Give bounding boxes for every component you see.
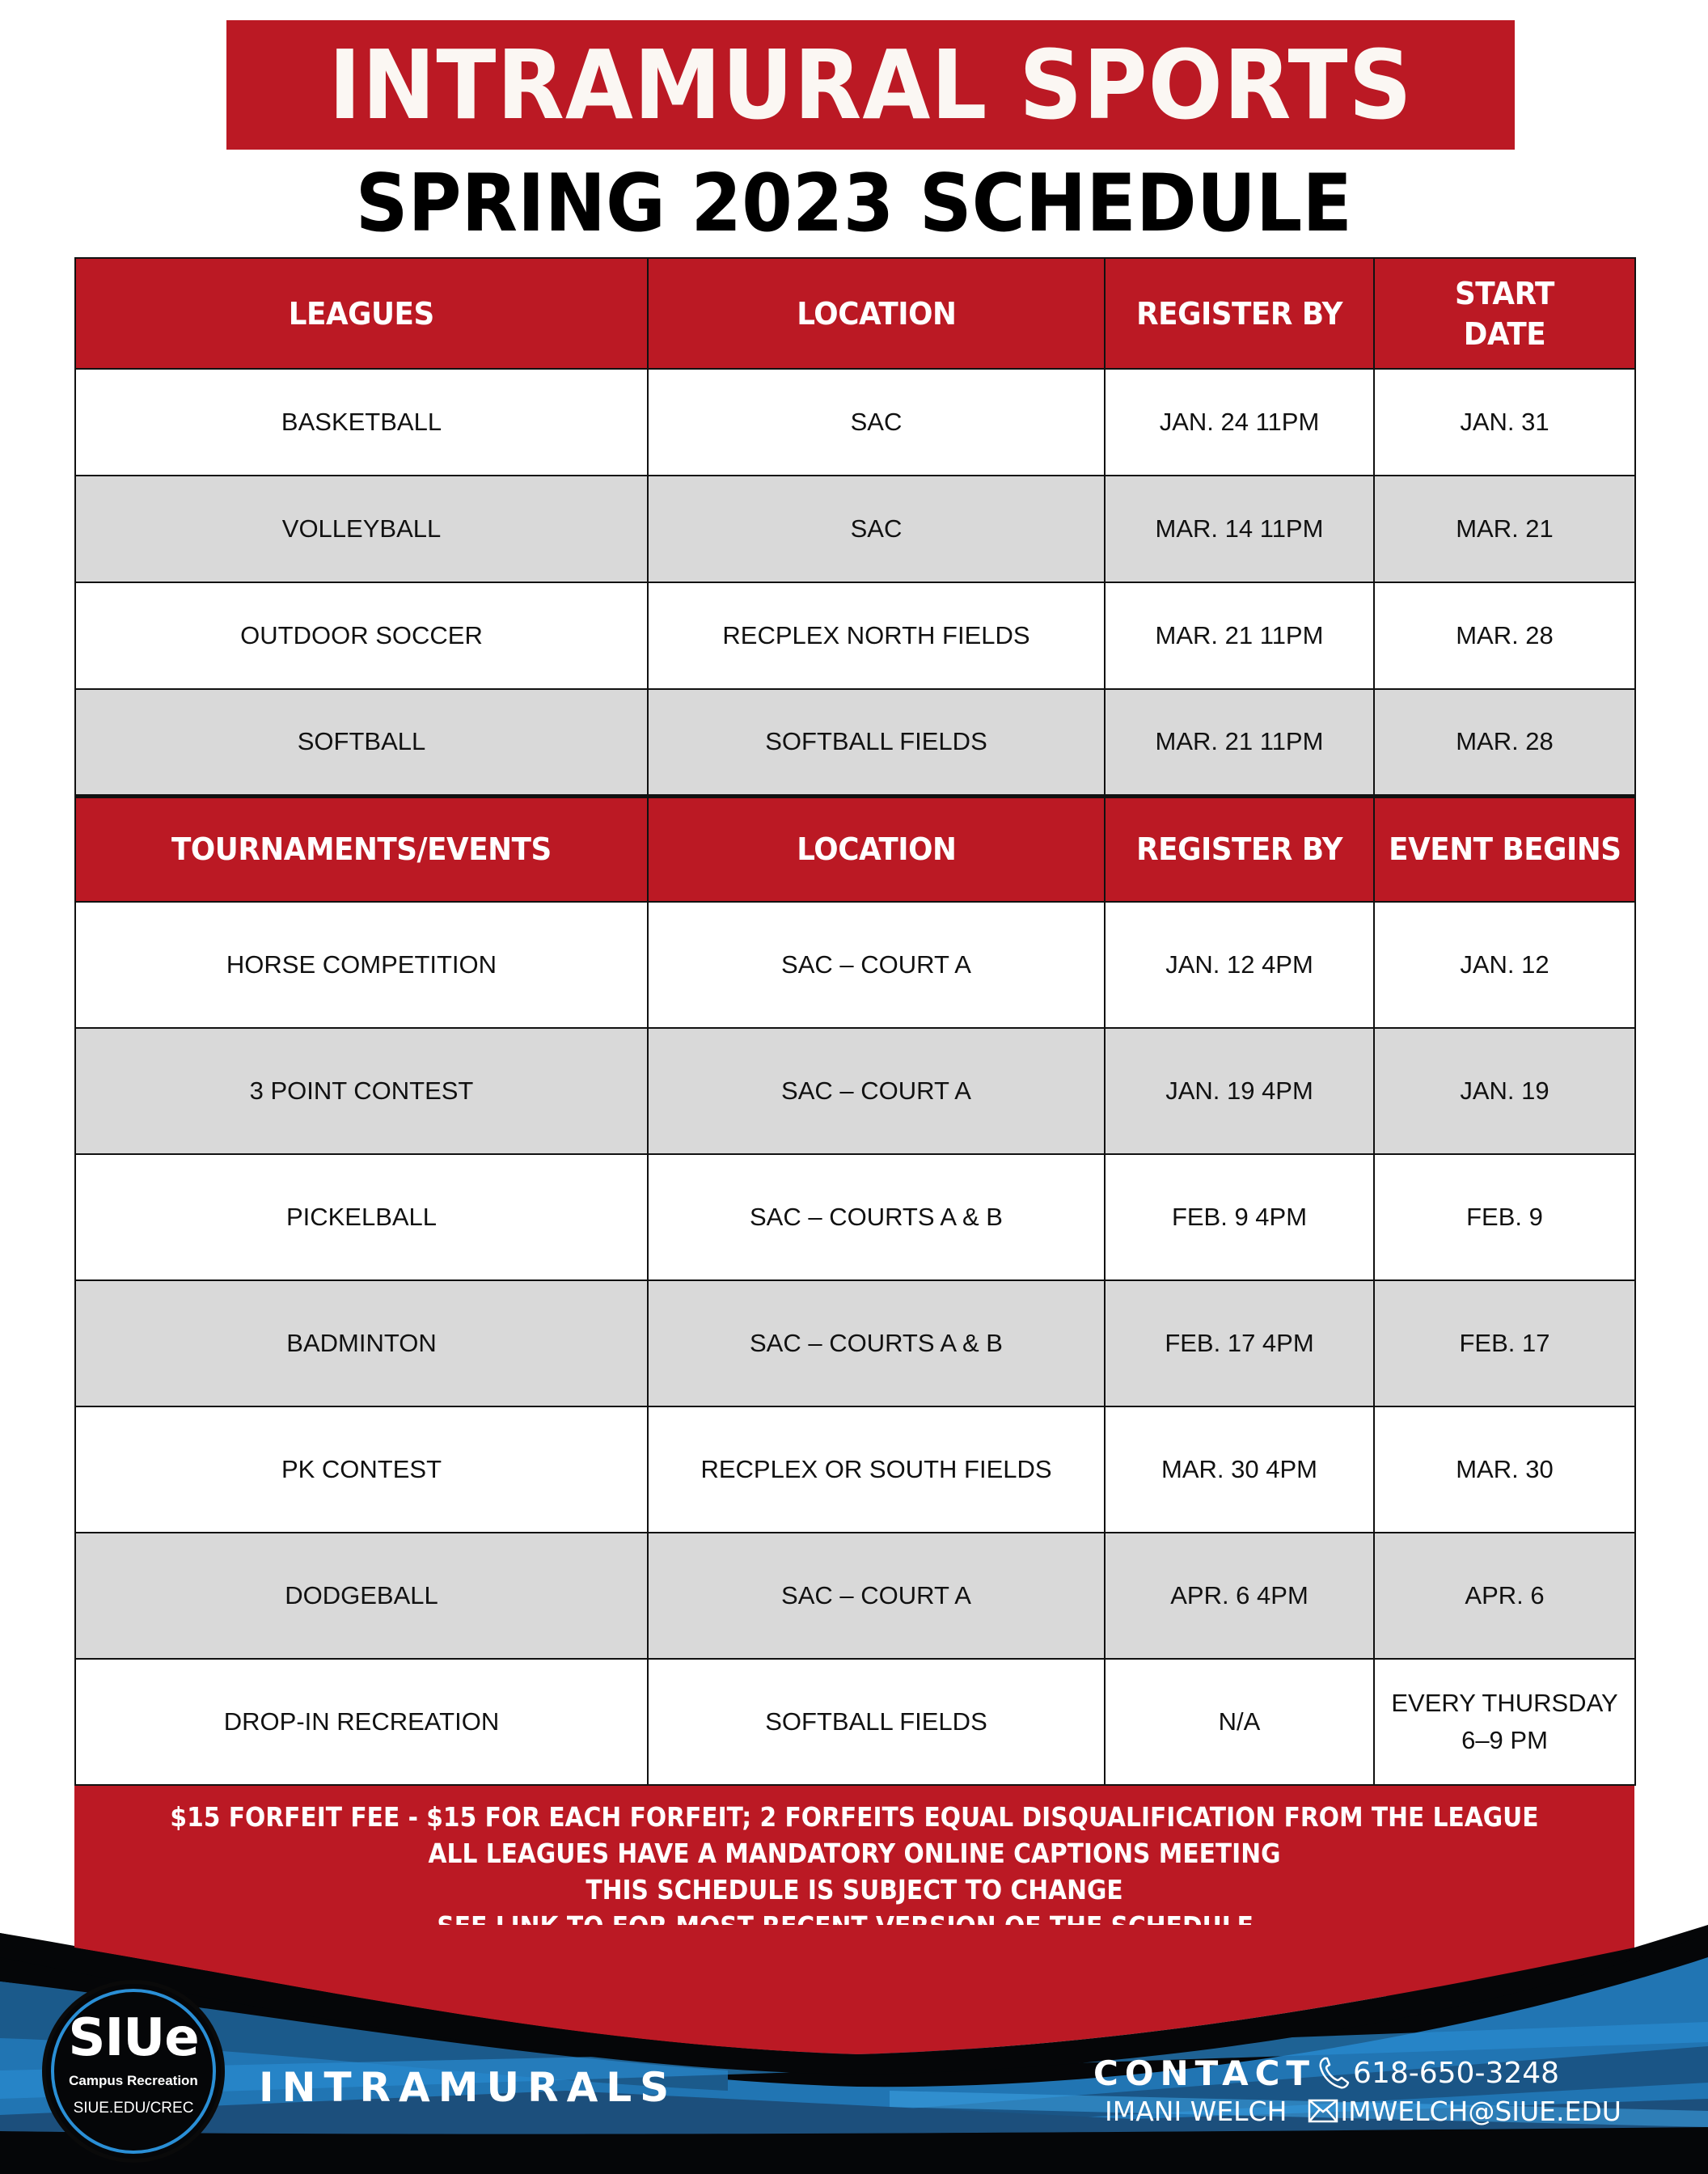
logo-department: Campus Recreation — [69, 2073, 198, 2088]
event-name: PICKELBALL — [75, 1154, 648, 1280]
event-begins: FEB. 17 — [1374, 1280, 1635, 1406]
event-register-by: FEB. 9 4PM — [1105, 1154, 1374, 1280]
table-row — [75, 689, 1635, 796]
event-name: HORSE COMPETITION — [75, 902, 648, 1028]
footer-background — [0, 1925, 1708, 2174]
event-register-by: N/A — [1105, 1659, 1374, 1785]
contact-email[interactable]: IMWELCH@SIUE.EDU — [1340, 2095, 1621, 2127]
column-header-leagues: LEAGUES — [75, 258, 648, 369]
column-header-register-by: REGISTER BY — [1105, 796, 1374, 902]
event-name: BADMINTON — [75, 1280, 648, 1406]
event-register-by: FEB. 17 4PM — [1105, 1280, 1374, 1406]
table-row — [75, 1280, 1635, 1406]
event-register-by: APR. 6 4PM — [1105, 1533, 1374, 1659]
title-banner — [226, 20, 1515, 150]
league-start-date: MAR. 28 — [1374, 689, 1635, 796]
league-location: SAC — [648, 476, 1105, 582]
page-title: INTRAMURAL SPORTS — [328, 29, 1413, 141]
league-location: SAC — [648, 369, 1105, 476]
page-subtitle: SPRING 2023 SCHEDULE — [355, 158, 1353, 250]
logo-wordmark: SIUe — [68, 2008, 199, 2068]
event-name: DODGEBALL — [75, 1533, 648, 1659]
league-name: VOLLEYBALL — [75, 476, 648, 582]
event-location: SAC – COURT A — [648, 1533, 1105, 1659]
event-begins-line-1: EVERY THURSDAY — [1391, 1689, 1618, 1717]
event-location: SOFTBALL FIELDS — [648, 1659, 1105, 1785]
event-register-by: MAR. 30 4PM — [1105, 1406, 1374, 1533]
event-begins: JAN. 19 — [1374, 1028, 1635, 1154]
event-begins: JAN. 12 — [1374, 902, 1635, 1028]
contact-name: IMANI WELCH — [1105, 2095, 1287, 2127]
program-name: INTRAMURALS — [259, 2064, 678, 2111]
league-location: RECPLEX NORTH FIELDS — [648, 582, 1105, 689]
column-header-location: LOCATION — [648, 796, 1105, 902]
footer-wave — [0, 1925, 1708, 2174]
league-name: BASKETBALL — [75, 369, 648, 476]
event-begins-line-2: 6–9 PM — [1461, 1726, 1548, 1754]
event-begins: MAR. 30 — [1374, 1406, 1635, 1533]
contact-phone[interactable]: 618-650-3248 — [1353, 2056, 1560, 2090]
league-location: SOFTBALL FIELDS — [648, 689, 1105, 796]
table-row — [75, 1659, 1635, 1785]
league-register-by: MAR. 14 11PM — [1105, 476, 1374, 582]
event-register-by: JAN. 19 4PM — [1105, 1028, 1374, 1154]
note-forfeit-fee: $15 FORFEIT FEE - $15 FOR EACH FORFEIT; 2 FORFEITS EQUAL DISQUALIFICATION FROM THE LEAGUE — [170, 1801, 1539, 1833]
events-header-row — [75, 796, 1635, 902]
league-register-by: JAN. 24 11PM — [1105, 369, 1374, 476]
league-name: OUTDOOR SOCCER — [75, 582, 648, 689]
column-header-register-by: REGISTER BY — [1105, 258, 1374, 369]
mail-icon — [1308, 2099, 1338, 2123]
league-start-date: MAR. 28 — [1374, 582, 1635, 689]
leagues-header-row — [75, 258, 1635, 369]
table-row — [75, 1154, 1635, 1280]
note-subject-to-change: THIS SCHEDULE IS SUBJECT TO CHANGE — [586, 1874, 1123, 1905]
event-begins — [1374, 1659, 1635, 1785]
event-location: SAC – COURTS A & B — [648, 1154, 1105, 1280]
event-location: SAC – COURT A — [648, 902, 1105, 1028]
league-register-by: MAR. 21 11PM — [1105, 582, 1374, 689]
table-row — [75, 1406, 1635, 1533]
event-location: SAC – COURT A — [648, 1028, 1105, 1154]
column-header-location: LOCATION — [648, 258, 1105, 369]
event-location: SAC – COURTS A & B — [648, 1280, 1105, 1406]
league-register-by: MAR. 21 11PM — [1105, 689, 1374, 796]
table-row — [75, 1533, 1635, 1659]
contact-block — [1093, 2053, 1621, 2129]
logo-url: SIUE.EDU/CREC — [73, 2100, 194, 2117]
table-row — [75, 476, 1635, 582]
column-header-start-date: START DATE — [1374, 258, 1635, 369]
contact-label: CONTACT — [1093, 2053, 1317, 2093]
siue-logo — [42, 1980, 225, 2163]
table-row — [75, 902, 1635, 1028]
subtitle-block — [0, 155, 1708, 252]
league-name: SOFTBALL — [75, 689, 648, 796]
event-name: PK CONTEST — [75, 1406, 648, 1533]
league-start-date: JAN. 31 — [1374, 369, 1635, 476]
column-header-event-begins: EVENT BEGINS — [1374, 796, 1635, 902]
column-header-tournaments-events: TOURNAMENTS/EVENTS — [75, 796, 648, 902]
event-location: RECPLEX OR SOUTH FIELDS — [648, 1406, 1105, 1533]
event-register-by: JAN. 12 4PM — [1105, 902, 1374, 1028]
event-begins: APR. 6 — [1374, 1533, 1635, 1659]
event-name: DROP-IN RECREATION — [75, 1659, 648, 1785]
league-start-date: MAR. 21 — [1374, 476, 1635, 582]
table-row — [75, 1028, 1635, 1154]
event-begins: FEB. 9 — [1374, 1154, 1635, 1280]
table-row — [75, 582, 1635, 689]
wave-black-bottom — [0, 2127, 1708, 2174]
event-name: 3 POINT CONTEST — [75, 1028, 648, 1154]
table-row — [75, 369, 1635, 476]
schedule-table — [74, 257, 1636, 1786]
note-captions-meeting: ALL LEAGUES HAVE A MANDATORY ONLINE CAPTIONS MEETING — [428, 1838, 1281, 1869]
phone-icon — [1317, 2056, 1350, 2090]
